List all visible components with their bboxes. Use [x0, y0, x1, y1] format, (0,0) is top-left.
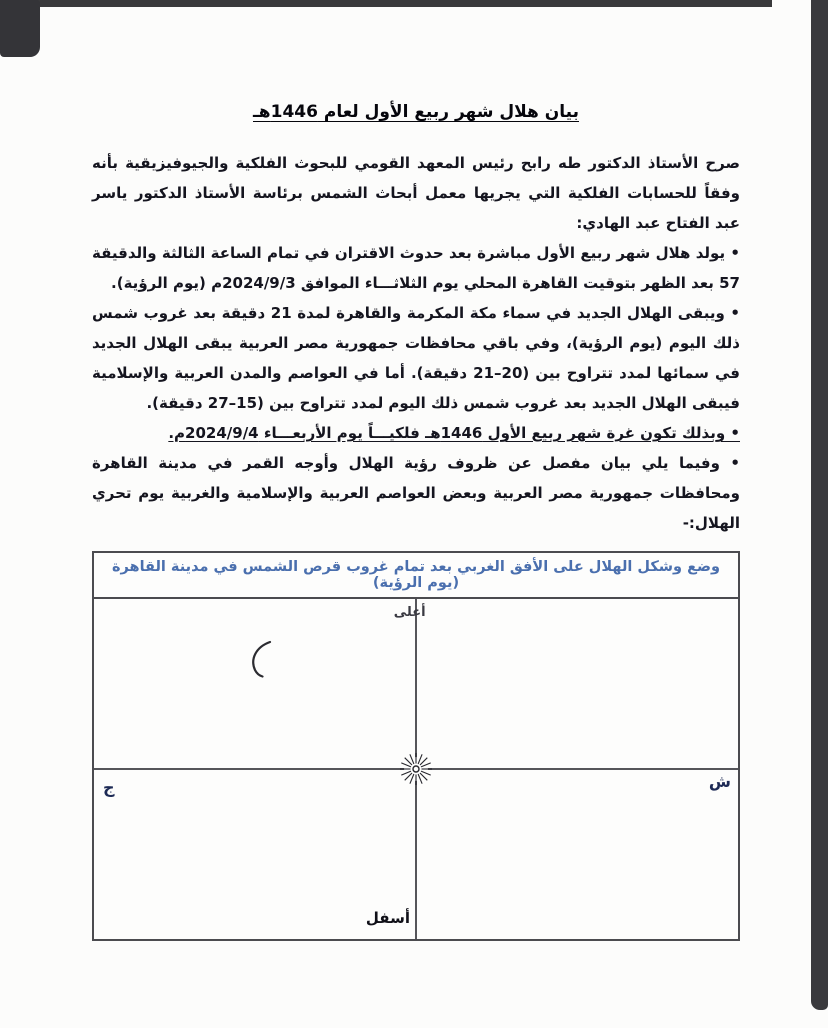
- diagram-title: وضع وشكل الهلال على الأفق الغربي بعد تمام غروب قرص الشمس في مدينة القاهرة (يوم الرؤية): [94, 553, 738, 599]
- scan-corner-top-left: [0, 0, 40, 57]
- scan-edge-top: [0, 0, 772, 7]
- crescent-diagram: [92, 551, 740, 941]
- scan-edge-right: [811, 0, 828, 1010]
- label-south: ج: [103, 778, 115, 797]
- diagram-quadrants: [94, 599, 738, 939]
- label-north: ش: [708, 772, 731, 791]
- sun-icon: [395, 748, 437, 790]
- bullet-moon-birth: • يولد هلال شهر ربيع الأول مباشرة بعد حدوث الاقتران في تمام الساعة الثالثة والدقيقة 57 بعد الظهر بتوقيت القاهرة المحلي يوم الثلاثـــاء الموافق 2024/9/3م (يوم الرؤية).: [92, 244, 740, 292]
- label-up: أعلى: [393, 605, 426, 620]
- label-down: أسفل: [365, 909, 410, 927]
- crescent-icon: [242, 637, 278, 679]
- bullet-details-intro: • وفيما يلي بيان مفصل عن ظروف رؤية الهلال وأوجه القمر في مدينة القاهرة ومحافظات جمهورية مصر العربية وبعض العواصم العربية والإسلامية والغربية يوم تحري الهلال:-: [92, 454, 740, 532]
- intro-paragraph: صرح الأستاذ الدكتور طه رابح رئيس المعهد القومي للبحوث الفلكية والجيوفيزيقية بأنه وفقاً للحسابات الفلكية التي يجريها معمل أبحاث الشمس برئاسة الأستاذ الدكتور ياسر عبد الفتاح عبد الهادي:: [92, 154, 740, 232]
- page-title: بيان هلال شهر ربيع الأول لعام 1446هـ: [253, 102, 579, 122]
- bullet-month-start: • وبذلك تكون غرة شهر ربيع الأول 1446هـ فلكيـــاً يوم الأربعـــاء 2024/9/4م.: [168, 424, 740, 442]
- bullet-moon-duration: • ويبقى الهلال الجديد في سماء مكة المكرمة والقاهرة لمدة 21 دقيقة بعد غروب شمس ذلك اليوم (يوم الرؤية)، وفي باقي محافظات جمهورية مصر العربية يبقى الهلال الجديد في سمائها لمدد تتراوح بين (20–21 دقيقة). أما في العواصم والمدن العربية والإسلامية فيبقى الهلال الجديد بعد غروب شمس ذلك اليوم لمدد تتراوح بين (15–27 دقيقة).: [92, 304, 740, 412]
- document-content: [92, 102, 740, 941]
